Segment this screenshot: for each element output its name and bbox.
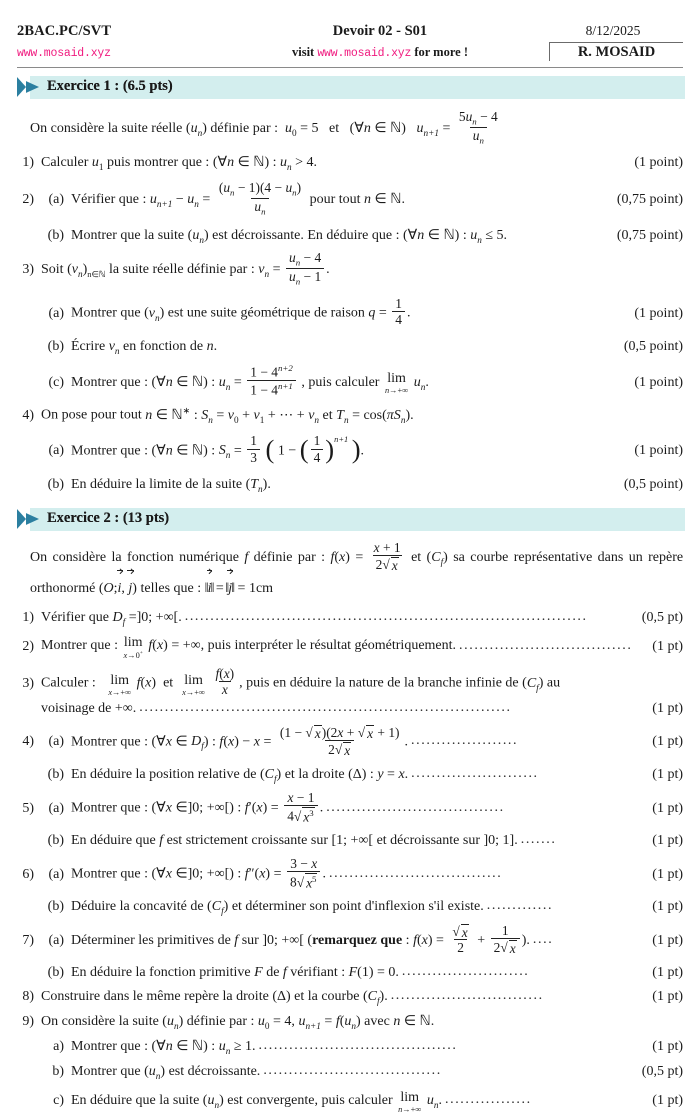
ex2-q9a-label: Montrer que : (71, 1039, 148, 1055)
limit-x-plus-infinity-2: lim x→+∞ (182, 672, 205, 697)
ex2-item-9-text: On considère la suite $(u_n)$ définie par : $u_0 = 4$, $u_{n+1} = f(u_n)$ avec n ∈ ℕ. (41, 1013, 435, 1031)
ex1-item-1-number: 1) (22, 155, 34, 171)
ex2-item-7b-text: En déduire la fonction primitive F de f vérifiant : F(1) = 0. ......................... (71, 965, 646, 981)
ex2-item-4a-label: (a) (48, 734, 64, 750)
ex2-q7b-label: En déduire la fonction primitive (71, 964, 251, 980)
ex1-q3c-label2: , puis calculer (301, 374, 380, 390)
ex2-q9b-label2: est décroissante. (168, 1064, 261, 1080)
ex1-item-3-text: Soit $(v_n)_{n\in ℕ}$ la suite réelle définie par : $v_n$ = $\frac{u_n - 4}{u_n - 1}$ . (41, 249, 330, 287)
ex1-item-2a (17, 181, 683, 218)
exercise1-title: Exercice 1 : (6.5 pts) (47, 78, 173, 94)
ex1-item-3b (17, 339, 683, 356)
ex1-item-3a (17, 297, 683, 330)
ex2-q9c-label2: est convergente, puis calculer (227, 1092, 393, 1108)
ex2-item-1-number: 1) (22, 609, 34, 625)
ex2-intro2: définie par : (253, 549, 326, 565)
ex2-q8-label: Construire dans le même repère la droite (41, 988, 269, 1004)
ex1-item-4a-points: (1 point) (634, 443, 683, 459)
ex2-item-7a-points: (1 pt) (652, 933, 683, 949)
ex2-q6b-label: Déduire la concavité de (71, 899, 204, 915)
ex1-item-2b (17, 227, 683, 245)
ex2-item-8-number: 8) (22, 988, 34, 1004)
ex2-q3-tail3: voisinage de (41, 700, 112, 716)
document-title: Devoir 02 - S01 (332, 23, 428, 39)
ex2-q6b-label2: et déterminer son point d'inflexion s'il existe. (231, 899, 484, 915)
ex2-item-9b (17, 1064, 683, 1081)
ex2-item-4a-points: (1 pt) (652, 734, 683, 750)
exercise2-intro: On considère la fonction numérique f définie par : f(x) = $\frac{x + 1}{2√ x}$ et $(C_f)$ sa courbe représentative dans un repère orthonormé (O;i, j) telles que : ‖i‖ = ‖j‖ = 1cm (30, 541, 683, 603)
ex1-item-2b-points: (0,75 point) (616, 228, 683, 244)
ex2-intro3: sa courbe représentative dans un (453, 549, 643, 565)
leader-dots-8: .................................. (328, 866, 503, 882)
ex1-item-4b (17, 477, 683, 494)
ex2-item-2-points: (1 pt) (652, 638, 683, 654)
ex1-q2a-tail: pour tout (309, 191, 361, 207)
ex1-item-3c-label: (c) (48, 374, 64, 390)
ex2-q2-label: Montrer que : (41, 638, 118, 654)
ex2-item-7b-points: (1 pt) (652, 964, 683, 980)
ex2-item-9a-label: a) (53, 1039, 64, 1055)
ex2-item-9b-points: (0,5 pt) (641, 1064, 683, 1080)
ex1-item-3b-text: Écrire $v_n$ en fonction de n. (71, 338, 218, 356)
ex2-item-4b-label: (b) (47, 766, 64, 782)
document-header (17, 22, 683, 66)
formula-f-prime: $\frac{x - 1}{4√ x^3}$ (284, 790, 318, 825)
ex2-q9c-label: En déduire que la suite (71, 1092, 200, 1108)
ex1-q3a-label: Montrer que (71, 305, 141, 321)
exam-page (0, 22, 700, 1114)
ex2-item-2-text: Montrer que : lim x→0+ f(x) = +∞, puis interpréter le résultat géométriquement. .................................. (41, 634, 646, 658)
ex2-item-4b-text: En déduire la position relative de $(C_f)$ et la droite (Δ) : y = x. ......................... (71, 767, 646, 784)
arrow-right-icon (17, 77, 39, 97)
ex1-q4b-label: En déduire la limite de la suite (71, 477, 243, 493)
ex2-item-7a (17, 924, 683, 958)
ex2-q4a-label: Montrer que : (71, 734, 148, 750)
ex2-item-6b-label: (b) (47, 899, 64, 915)
ex2-q7b-label2: de (266, 964, 280, 980)
ex2-q9-label: On considère la suite (41, 1013, 159, 1029)
ex2-item-9c-text: En déduire que la suite $(u_n)$ est convergente, puis calculer lim n→+∞ $u_n$. ................. (71, 1089, 646, 1112)
ex2-item-1-points: (0,5 pt) (641, 609, 683, 625)
exercise2-body (0, 541, 700, 1112)
header-left-top (17, 22, 217, 40)
exercise1-banner (0, 76, 700, 99)
ex2-q7a-label: Déterminer les primitives de (71, 933, 231, 949)
ex2-item-8 (17, 989, 683, 1006)
ex1-q1-label2: puis montrer que : (107, 155, 210, 171)
limit-n-plus-infinity-2: lim n→+∞ (398, 1089, 422, 1114)
ex1-q1-label: Calculer (41, 155, 89, 171)
limit-n-infinity: lim n→+∞ (384, 371, 409, 396)
ex2-item-6a-label: (a) (48, 867, 64, 883)
ex1-item-3a-label: (a) (48, 305, 64, 321)
ex1-q2b-label: Montrer que la suite (71, 228, 185, 244)
ex1-item-4a-label: (a) (48, 443, 64, 459)
ex2-item-7b (17, 965, 683, 981)
formula-third: $\frac{1}{3}$ (247, 433, 260, 466)
visit-note (217, 45, 543, 60)
leader-dots-14: ................................... (263, 1063, 442, 1079)
ex2-item-4-number: 4) (22, 734, 34, 750)
ex1-item-4b-label: (b) (47, 477, 64, 493)
ex1-item-4 (17, 405, 683, 424)
ex2-item-3-points: (1 pt) (652, 700, 683, 716)
ex2-item-5a-label: (a) (48, 801, 64, 817)
ex2-item-5a (17, 791, 683, 826)
ex2-item-9 (17, 1013, 683, 1031)
leader-dots-3: ......................................................................... (139, 699, 512, 715)
ex2-item-6a (17, 857, 683, 892)
ex2-item-6a-points: (1 pt) (652, 867, 683, 883)
ex1-item-2a-label: (a) (48, 191, 64, 207)
ex1-item-2b-label: (b) (47, 228, 64, 244)
ex2-item-5b-points: (1 pt) (652, 833, 683, 849)
ex2-item-9c (17, 1089, 683, 1112)
ex1-q4-label: On pose pour tout (41, 407, 142, 423)
ex1-item-3b-label: (b) (47, 338, 64, 354)
ex2-intro5: telles que : (140, 580, 202, 596)
ex1-item-3a-points: (1 point) (634, 305, 683, 321)
ex2-item-3-text: Calculer : lim x→+∞ f(x) et lim x→+∞ $\frac{f(x)}{x}$ , puis en déduire la nature de la branche infinie de $(C_f)$ au voisinage de +∞. ......................................................................... (1 pt) (41, 666, 683, 716)
leader-dots-10: .... (532, 932, 554, 948)
ex2-q4b-label2: et la droite (284, 766, 345, 782)
visit-suffix: for more ! (414, 45, 468, 59)
ex1-item-3c (17, 365, 683, 401)
exercise2-title: Exercice 2 : (13 pts) (47, 509, 170, 526)
formula-f-minus-x: $\frac{(1 - √ x)(2x + √ x + 1)}{2√ x}$ (279, 724, 400, 759)
formula-difference: $\frac{(u_n - 1)(4 - u_n)}{u_n}$ (218, 179, 302, 217)
ex2-item-7a-label: (a) (48, 933, 64, 949)
exercise1-intro-mid: définie par : (210, 120, 278, 136)
formula-primitive-hint-2: $\frac{1}{2√ x}$ (491, 923, 520, 957)
exercise1-intro-prefix: On considère la suite réelle (30, 120, 183, 136)
ex2-q7a-label2: sur (241, 933, 259, 949)
ex2-item-7b-label: (b) (47, 964, 64, 980)
ex1-q3-label2: la suite réelle définie par : (108, 261, 255, 277)
leader-dots: ............................................................................... (184, 608, 588, 624)
ex1-item-3b-points: (0,5 point) (623, 338, 683, 354)
visit-prefix: visit (292, 45, 315, 59)
header-row-bottom (17, 42, 683, 64)
ex2-item-5a-points: (1 pt) (652, 801, 683, 817)
ex1-q2a-label: Vérifier que : (71, 191, 147, 207)
ex2-item-9a-text: Montrer que : (∀n ∈ ℕ) : $u_n \ge 1$. ....................................... (71, 1038, 646, 1056)
ex2-item-6b-text: Déduire la concavité de $(C_f)$ et déterminer son point d'inflexion s'il existe. ............. (71, 899, 646, 916)
ex2-q1-label: Vérifier que (41, 609, 110, 625)
ex2-q2-tail: , puis interpréter le résultat géométriquement. (200, 638, 457, 654)
leader-dots-15: ................. (445, 1091, 532, 1107)
ex1-item-2b-text: Montrer que la suite $(u_n)$ est décroissante. En déduire que : (∀n ∈ ℕ) : $u_n \le 5$. (71, 228, 508, 246)
formula-primitive-hint-1: $\frac{√ x}{2}$ (452, 923, 468, 956)
ex2-item-1-text: Vérifier que $D_f =]0$; +∞[. ............................................................................... (41, 610, 636, 627)
leader-dots-5: ......................... (411, 765, 539, 781)
formula-un-explicit: $\frac{1 - 4^{n+2}}{1 - 4^{n+1}}$ (247, 363, 296, 399)
ex1-item-1-points: (1 point) (634, 155, 683, 171)
limit-x-zero-plus: lim x→0+ (123, 635, 143, 660)
ex2-q5b-label: En déduire que (71, 833, 156, 849)
ex2-q6a-label: Montrer que : (71, 867, 148, 883)
ex2-item-9b-label: b) (52, 1064, 64, 1080)
exercise1-body (0, 110, 700, 494)
leader-dots-7: ....... (520, 832, 557, 848)
ex2-item-5b-text: En déduire que f est strictement croissante sur [1; +∞[ et décroissante sur ]0; 1]. ....... (71, 833, 646, 849)
site-url-link[interactable]: www.mosaid.xyz (17, 47, 111, 60)
ex2-item-4b (17, 767, 683, 784)
ex2-item-4b-points: (1 pt) (652, 766, 683, 782)
leader-dots-9: ............. (486, 898, 554, 914)
ex2-item-9a-points: (1 pt) (652, 1039, 683, 1055)
header-left-bottom (17, 43, 217, 61)
ex2-item-9b-text: Montrer que $(u_n)$ est décroissante. ................................... (71, 1064, 636, 1081)
ex2-q9-label2: définie par : (186, 1013, 255, 1029)
ex2-q7a-remark: remarquez que (312, 933, 403, 949)
ex2-q5b-label2: est strictement croissante sur (166, 833, 328, 849)
ex2-item-3-number: 3) (22, 675, 34, 691)
ex2-item-6-number: 6) (22, 867, 34, 883)
ex1-q4a-label: Montrer que : (71, 443, 148, 459)
ex2-item-4a (17, 725, 683, 760)
ex1-q2b-label2: est décroissante. En déduire que : (212, 228, 400, 244)
ex2-q9b-label: Montrer que (71, 1064, 141, 1080)
ex2-item-9c-label: c) (53, 1092, 64, 1108)
ex2-item-7a-text: Déterminer les primitives de f sur ]0; +∞[ (remarquez que : f(x) = $\frac{√ x}{2}$ + $\frac{1}{2√ x}$ ). .... (71, 924, 646, 958)
ex2-item-5a-text: Montrer que : (∀x ∈]0; +∞[) : f′(x) = $\frac{x - 1}{4√ x^3}$ . ................................... (71, 791, 646, 826)
ex2-item-5b (17, 833, 683, 849)
formula-raison: $\frac{1}{4}$ (392, 296, 405, 329)
exercise2-banner (0, 508, 700, 531)
ex1-item-4-text: On pose pour tout n ∈ ℕ∗ : $S_n = v_0 + v_1$ + ⋯ + $v_n$ et $T_n = \cos(\pi S_n)$. (41, 405, 414, 425)
ex2-item-9-number: 9) (22, 1013, 34, 1029)
ex2-intro6: = 1cm (237, 580, 274, 596)
formula-f-def: $\frac{x + 1}{2√ x}$ (373, 539, 401, 574)
ex2-item-6a-text: Montrer que : (∀x ∈]0; +∞[) : f″(x) = $\frac{3 - x}{8√ x^5}$ . .................................. (71, 857, 646, 892)
ex2-item-4a-text: Montrer que : (∀x ∈ $D_f$) : f(x) − x = $\frac{(1 - √ x)(2x + √ x + 1)}{2√ x}$ . ..................... (71, 725, 646, 760)
visit-url-link[interactable]: www.mosaid.xyz (317, 47, 412, 60)
formula-quarter: $\frac{1}{4}$ (311, 433, 324, 466)
ex2-q8-label2: et la courbe (294, 988, 360, 1004)
ex2-item-9c-points: (1 pt) (652, 1092, 683, 1108)
leader-dots-11: ......................... (401, 963, 530, 979)
ex2-item-2 (17, 634, 683, 658)
ex2-q4b-label: En déduire la position relative de (71, 766, 257, 782)
ex1-item-1 (17, 154, 683, 172)
ex1-item-2a-text: Vérifier que : $u_{n+1} - u_n$ = $\frac{(u_n - 1)(4 - u_n)}{u_n}$ pour tout n ∈ ℕ. (71, 179, 405, 217)
header-right-bottom (543, 42, 683, 61)
ex1-item-3c-text: Montrer que : (∀n ∈ ℕ) : $u_n$ = $\frac{1 - 4^{n+2}}{1 - 4^{n+1}}$ , puis calculer lim n→+∞ $u_n$. (71, 363, 429, 398)
ex1-item-3-number: 3) (22, 261, 34, 277)
ex2-intro1: On considère la fonction numérique (30, 549, 239, 565)
ex1-item-3c-points: (1 point) (634, 374, 683, 390)
ex1-q3b-label: Écrire (71, 338, 106, 354)
leader-dots-2: .................................. (459, 637, 633, 653)
ex1-item-3 (17, 251, 683, 288)
ex1-item-4b-text: En déduire la limite de la suite $(T_n)$. (71, 477, 271, 494)
ex2-q3-and: et (163, 675, 174, 691)
ex2-q3-tail2: au (546, 675, 561, 691)
ex1-item-4b-points: (0,5 point) (623, 477, 683, 493)
leader-dots-13: ....................................... (258, 1038, 458, 1054)
ex1-q3c-label: Montrer que : (71, 374, 148, 390)
ex1-item-4a-text: Montrer que : (∀n ∈ ℕ) : $S_n$ = $\frac{1}{3}$ ( 1 − ( $\frac{1}{4}$ )$^{n+1}$ ). (71, 433, 365, 465)
ex1-q3b-label2: en fonction de (123, 338, 204, 354)
formula-u-recurrence: $\frac{5u_n - 4}{u_n}$ (458, 108, 498, 146)
exercise1-intro: On considère la suite réelle $(u_n)$ définie par : $u_0 = 5$ et (∀n ∈ ℕ) $u_{n+1}$ = $\frac{5u_n - 4}{u_n}$ (30, 110, 683, 147)
leader-dots-6: ................................... (326, 800, 505, 816)
ex1-q3-label: Soit (41, 261, 64, 277)
course-code: 2BAC.PC/SVT (17, 23, 112, 39)
ex2-q5b-label3: et décroissante sur (376, 833, 480, 849)
ex2-item-1 (17, 610, 683, 627)
header-divider (17, 67, 683, 68)
ex2-intro4: repère orthonormé (30, 549, 684, 596)
ex2-item-9a (17, 1038, 683, 1056)
ex2-item-7-number: 7) (22, 933, 34, 949)
leader-dots-4: ..................... (411, 733, 519, 749)
limit-x-plus-infinity: lim x→+∞ (108, 672, 132, 697)
header-center-top (217, 22, 543, 40)
formula-f-over-x: $\frac{f(x)}{x}$ (215, 666, 235, 698)
ex2-item-8-points: (1 pt) (652, 988, 683, 1004)
header-row-top (17, 22, 683, 42)
ex2-item-5b-label: (b) (47, 833, 64, 849)
ex2-q5a-label: Montrer que : (71, 801, 148, 817)
ex1-item-2-number: 2) (22, 191, 34, 207)
ex2-q7b-label3: vérifiant : (290, 964, 346, 980)
ex2-item-8-text: Construire dans le même repère la droite (Δ) et la courbe $(C_f)$. .............................. (41, 989, 646, 1006)
formula-v-def: $\frac{u_n - 4}{u_n - 1}$ (286, 250, 324, 287)
ex1-item-2a-points: (0,75 point) (616, 191, 683, 207)
ex1-item-4a (17, 435, 683, 468)
ex2-item-2-number: 2) (22, 638, 34, 654)
ex1-item-1-text: Calculer $u_1$ puis montrer que : (∀n ∈ ℕ) : $u_n > 4$. (41, 155, 318, 173)
ex2-q3-tail: , puis en déduire la nature de la branche infinie de (239, 675, 519, 691)
arrow-right-icon-2 (17, 509, 39, 529)
teacher-name-box: R. MOSAID (549, 42, 683, 61)
ex1-item-3a-text: Montrer que $(v_n)$ est une suite géométrique de raison q = $\frac{1}{4}$ . (71, 295, 411, 328)
ex2-q3-label: Calculer : (41, 675, 96, 691)
ex2-item-3 (17, 667, 683, 717)
ex1-q3a-label2: est une suite géométrique de raison (167, 305, 365, 321)
ex2-item-6b-points: (1 pt) (652, 899, 683, 915)
ex2-item-6b (17, 899, 683, 916)
ex2-item-5-number: 5) (22, 801, 34, 817)
leader-dots-12: .............................. (390, 987, 544, 1003)
header-right-top (543, 22, 683, 40)
ex1-item-4-number: 4) (22, 407, 34, 423)
document-date: 8/12/2025 (585, 23, 641, 38)
formula-f-second: $\frac{3 - x}{8√ x^5}$ (287, 856, 321, 891)
et-word: et (329, 120, 340, 136)
ex2-q9-label3: avec (364, 1013, 390, 1029)
